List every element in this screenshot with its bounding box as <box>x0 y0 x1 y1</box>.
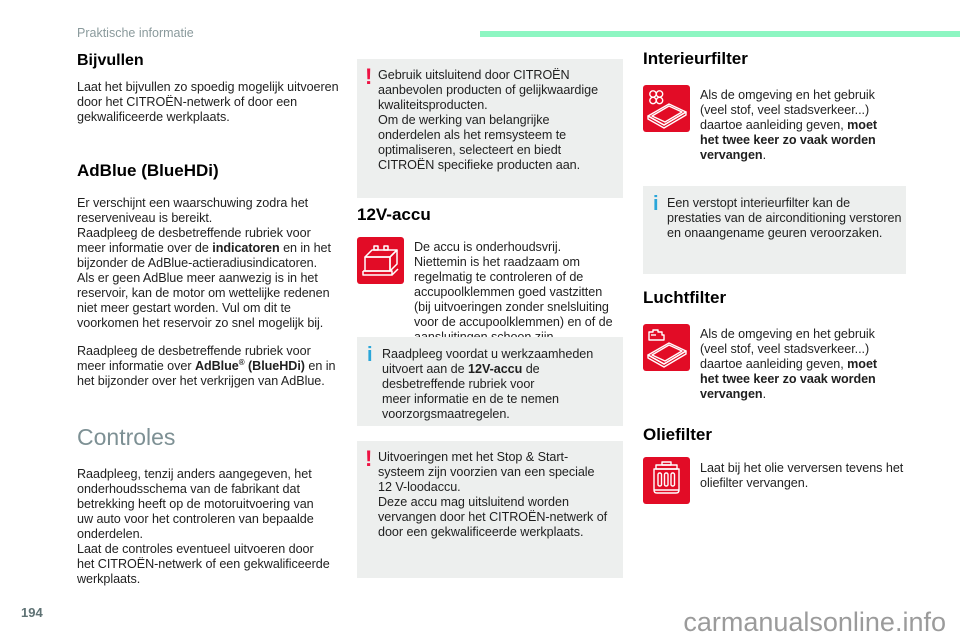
interieurfilter-paragraph: Als de omgeving en het gebruik (veel stof, veel stadsverkeer...) daartoe aanleiding geven, moet het twee keer zo vaak worden vervangen. <box>700 88 878 162</box>
air-filter-icon <box>643 324 690 371</box>
highlight-bar <box>480 31 960 37</box>
cabin-filter-icon <box>643 85 690 132</box>
oliefilter-paragraph: Laat bij het olie verversen tevens het oliefilter vervangen. <box>700 461 904 490</box>
warning-icon: ! <box>365 446 373 471</box>
accu-paragraph: De accu is onderhoudsvrij. Niettemin is het raadzaam om regelmatig te controleren of de accupoolklemmen goed vastzitten (bij uitvoeringen zonder snelsluiting voor de accupoolklemmen) en of de <box>414 240 613 329</box>
section-label: Praktische informatie <box>77 26 194 40</box>
info-box-interieurfilter-text: Een verstopt interieurfilter kan de prestaties van de airconditioning verstoren en onaangename geuren veroorzaken. <box>667 196 902 240</box>
adblue-heading: AdBlue (BlueHDi) <box>77 161 219 180</box>
accu-heading: 12V-accu <box>357 205 431 224</box>
bijvullen-heading: Bijvullen <box>77 52 144 69</box>
luchtfilter-paragraph: Als de omgeving en het gebruik (veel stof, veel stadsverkeer...) daartoe aanleiding geven, moet het twee keer zo vaak worden vervangen. <box>700 327 878 401</box>
warning-box-products-text: Gebruik uitsluitend door CITROËN aanbevolen producten of gelijkwaardige kwaliteitsproducten. Om de werking van belangrijke onderdelen als het remsysteem te optimaliseren, selecteert en biedt CITROËN specifieke producten aan. <box>378 68 599 172</box>
info-box-accu-text: Raadpleeg voordat u werkzaamheden uitvoert aan de 12V-accu de desbetreffende rubriek voor meer informatie en de te nemen voorzorgsmaatregelen. <box>382 347 594 421</box>
controles-paragraph: Raadpleeg, tenzij anders aangegeven, het onderhoudsschema van de fabrikant dat betrekking heeft op de motoruitvoering van uw auto voor het controleren van bepaalde onderdelen. Laat de controles eventueel uitvoeren door het CITROËN-netwerk of een gekwalificeerde werkplaats. <box>77 467 330 586</box>
info-box-accu <box>357 337 623 426</box>
bijvullen-paragraph: Laat het bijvullen zo spoedig mogelijk uitvoeren door het CITROËN-netwerk of door een gekwalificeerde werkplaats. <box>77 80 339 124</box>
luchtfilter-heading: Luchtfilter <box>643 288 727 307</box>
info-icon: i <box>367 344 373 366</box>
info-icon: i <box>653 193 659 215</box>
warning-box-products <box>357 59 623 198</box>
battery-icon <box>357 237 404 284</box>
oliefilter-heading: Oliefilter <box>643 425 712 444</box>
adblue-paragraph-2: Raadpleeg de desbetreffende rubriek voor meer informatie over AdBlue® (BlueHDi) en in het bijzonder over het verkrijgen van AdBlue. <box>77 344 336 388</box>
info-box-interieurfilter <box>643 186 906 274</box>
page-number: 194 <box>21 605 43 620</box>
adblue-paragraph-1: Er verschijnt een waarschuwing zodra het reserveniveau is bereikt. Raadpleeg de desbetreffende rubriek voor meer informatie over de indicatoren en in het bijzonder de AdBlue-actieradiusindicatoren. Als er geen AdBlue meer aanwezig is in het reservoir, kan de motor om wettelijke redenen niet meer gestart worden. Vul om dit te voorkomen het reservoir zo snel mogelijk bij. <box>77 196 331 330</box>
warning-box-stopstart <box>357 441 623 578</box>
controles-heading: Controles <box>77 424 176 450</box>
warning-icon: ! <box>365 64 373 89</box>
warning-box-stopstart-text: Uitvoeringen met het Stop & Start- systeem zijn voorzien van een speciale 12 V-loodaccu. Deze accu mag uitsluitend worden vervangen door het CITROËN-netwerk of door een gekwalificeerde werkplaats. <box>378 450 608 539</box>
watermark: carmanualsonline.info <box>683 607 946 637</box>
oil-filter-icon <box>643 457 690 504</box>
interieurfilter-heading: Interieurfilter <box>643 49 748 68</box>
